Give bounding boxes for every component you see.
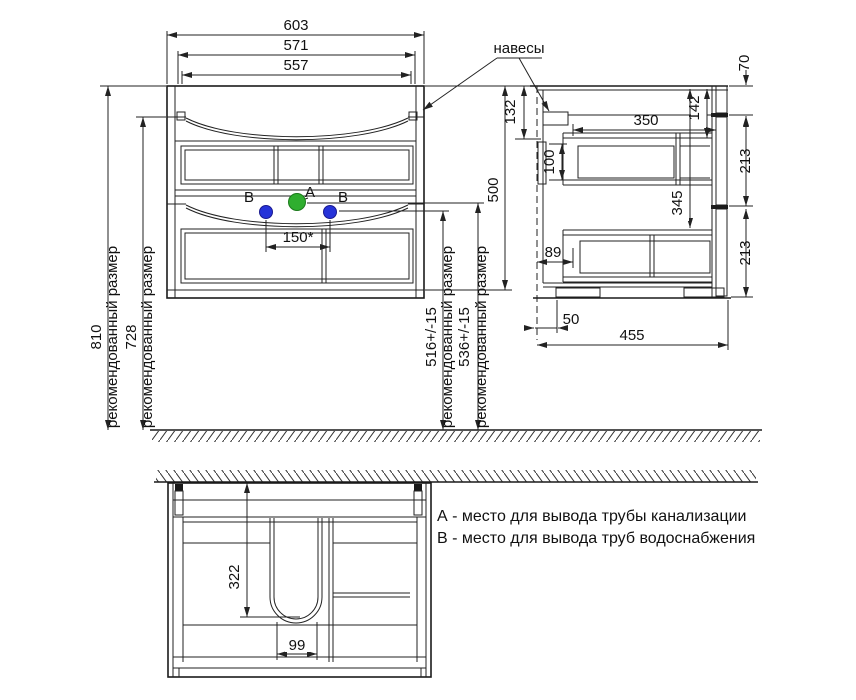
dim-drain-536-text: 536+/-15 (456, 307, 473, 367)
point-b-left-marker (260, 206, 273, 219)
dim-supply-516-text: 516+/-15 (423, 307, 440, 367)
dim-cutout-322 (226, 483, 300, 617)
dim-top-band-70 (729, 55, 753, 131)
front-view-linework (167, 86, 424, 298)
dim-drain-536 (307, 203, 490, 430)
dim-top-band-70-text: 70 (736, 54, 753, 72)
dim-height-728 (123, 117, 166, 430)
dim-supply-516-note: рекомендованный размер (439, 245, 456, 429)
dim-leg-inset-50 (524, 300, 579, 333)
dim-hole-spacing (266, 220, 330, 252)
dim-supply-516 (339, 211, 456, 430)
dim-body-500-text: 500 (485, 177, 502, 203)
dim-cutout-99-text: 99 (288, 637, 306, 654)
dim-drawer2-213 (731, 209, 754, 297)
dim-back-gap-89-text: 89 (544, 244, 562, 261)
point-b-left-label: В (243, 189, 255, 206)
dim-shelf-350-text: 350 (633, 112, 659, 129)
wall-hatch (154, 470, 758, 482)
point-a-marker (289, 194, 306, 211)
point-b-right-label: В (337, 189, 349, 206)
dim-back-gap-89 (537, 244, 573, 268)
dim-height-728-text: 728 (123, 324, 140, 350)
bottom-view (154, 470, 758, 677)
dim-drawer2-213-text: 213 (737, 240, 754, 266)
hangers-label: навесы (493, 40, 545, 57)
dim-width-571-text: 571 (283, 37, 309, 54)
dim-hanger-drop-142-text: 142 (686, 95, 703, 121)
dim-cutout-99 (277, 622, 317, 660)
side-view (524, 55, 754, 350)
floor-line (150, 430, 762, 442)
front-view (167, 86, 424, 298)
dim-slide-345-text: 345 (669, 190, 686, 216)
point-b-right-marker (324, 206, 337, 219)
dim-drain-536-note: рекомендованный размер (473, 245, 490, 429)
dim-height-810-note: рекомендованный размер (104, 245, 121, 429)
dim-height-728-note: рекомендованный размер (139, 245, 156, 429)
hanger-block (543, 112, 568, 125)
dim-bracket-100-text: 100 (541, 149, 558, 175)
dim-drawer1-213 (729, 117, 754, 206)
hangers-callout (423, 40, 549, 111)
dim-width-557-text: 557 (283, 57, 309, 74)
dim-height-810-text: 810 (88, 324, 105, 350)
legend-line-b: В - место для вывода труб водоснабжения (437, 530, 756, 547)
dim-hanger-132-text: 132 (502, 99, 519, 125)
dim-hanger-132 (502, 86, 541, 139)
dim-depth-455-text: 455 (619, 327, 645, 344)
dim-hanger-drop-142 (686, 89, 707, 138)
pipe-points (244, 184, 348, 219)
dim-width-603-text: 603 (283, 17, 309, 34)
point-a-label: А (304, 184, 316, 201)
dim-cutout-322-text: 322 (226, 564, 243, 590)
dim-hole-spacing-text: 150* (282, 229, 314, 246)
dim-leg-inset-50-text: 50 (562, 311, 580, 328)
legend (437, 508, 755, 547)
dim-width-557 (182, 57, 411, 84)
dim-drawer1-213-text: 213 (737, 148, 754, 174)
legend-line-a: А - место для вывода трубы канализации (437, 508, 747, 525)
